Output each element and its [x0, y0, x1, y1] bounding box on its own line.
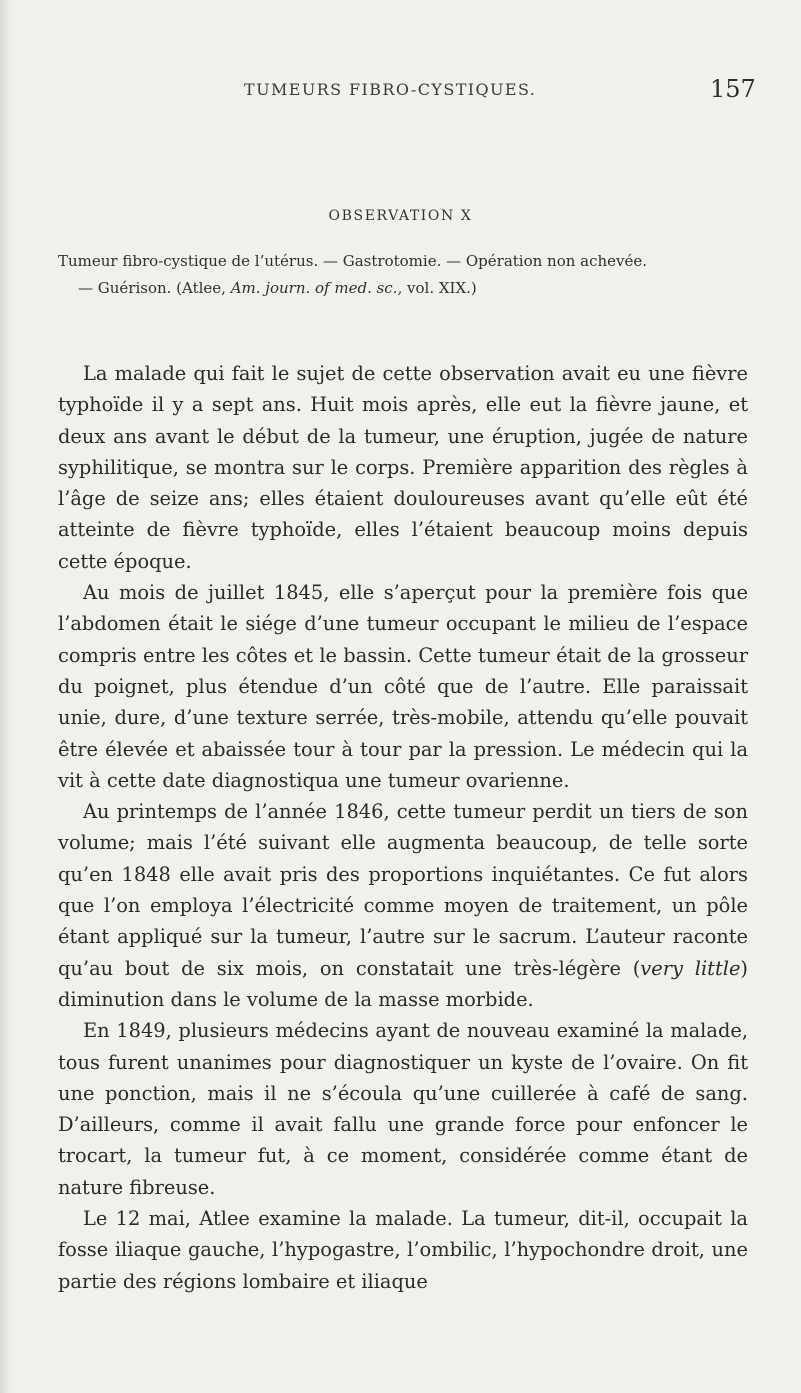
paragraph-1-text: La malade qui fait le sujet de cette observation avait eu une fièvre typhoïde il y a sept ans. Huit mois après, elle eut la fièvre jaune, et deux ans avant le début de la tumeur, une éruption, jugée de nature syphilitique, se montra sur le corps. Première apparition des règles à l’âge de seize ans; elles étaient douloureuses avant qu’elle eût été atteinte de fièvre typhoïde, elles l’étaient beaucoup moins depuis cette époque.	[58, 362, 748, 573]
paragraph-3-text-end: ) diminution dans le volume de la masse morbide.	[58, 956, 748, 1011]
paragraph-2-text: Au mois de juillet 1845, elle s’aperçut pour la première fois que l’abdomen était le siége d’une tumeur occupant le milieu de l’espace compris entre les côtes et le bassin. Cette tumeur était de la grosseur du poignet, plus étendue d’un côté que de l’autre. Elle paraissait unie, dure, d’une texture serrée, très-mobile, attendu qu’elle pouvait être élevée et abaissée tour à tour par la pression. Le médecin qui la vit à cette date diagnostiqua une tumeur ovarienne.	[58, 581, 748, 792]
paragraph-2	[58, 577, 748, 796]
summary-line-2-end: vol. XIX.)	[402, 279, 477, 297]
page-number: 157	[710, 75, 756, 103]
running-header: TUMEURS FIBRO-CYSTIQUES.	[244, 80, 537, 99]
paragraph-5	[58, 1203, 748, 1297]
journal-citation: Am. journ. of med. sc.,	[230, 279, 403, 297]
observation-title: OBSERVATION X	[328, 208, 473, 224]
paragraph-4	[58, 1015, 748, 1203]
summary-line-2-start: — Guérison. (Atlee,	[78, 279, 231, 297]
observation-summary	[58, 248, 748, 302]
summary-line-2	[58, 275, 748, 302]
paragraph-3-text-start: Au printemps de l’année 1846, cette tumeur perdit un tiers de son volume; mais l’été suivant elle augmenta beaucoup, de telle sorte qu’en 1848 elle avait pris des proportions inquiétantes. Ce fut alors que l’on employa l’électricité comme moyen de traitement, un pôle étant appliqué sur la tumeur, l’autre sur le sacrum. L’auteur raconte qu’au bout de six mois, on constatait une très-légère (	[58, 800, 748, 980]
paragraph-5-text: Le 12 mai, Atlee examine la malade. La tumeur, dit-il, occupait la fosse iliaque gauche, l’hypogastre, l’ombilic, l’hypochondre droit, une partie des régions lombaire et iliaque	[58, 1207, 748, 1293]
body-text	[58, 358, 748, 1297]
summary-line-1: Tumeur fibro-cystique de l’utérus. — Gastrotomie. — Opération non achevée.	[58, 252, 648, 270]
paragraph-1	[58, 358, 748, 577]
paragraph-3	[58, 796, 748, 1015]
paragraph-4-text: En 1849, plusieurs médecins ayant de nouveau examiné la malade, tous furent unanimes pour diagnostiquer un kyste de l’ovaire. On fit une ponction, mais il ne s’écoula qu’une cuillerée à café de sang. D’ailleurs, comme il avait fallu une grande force pour enfoncer le trocart, la tumeur fut, à ce moment, considérée comme étant de nature fibreuse.	[58, 1019, 748, 1199]
paragraph-3-italic: very little	[640, 956, 741, 980]
